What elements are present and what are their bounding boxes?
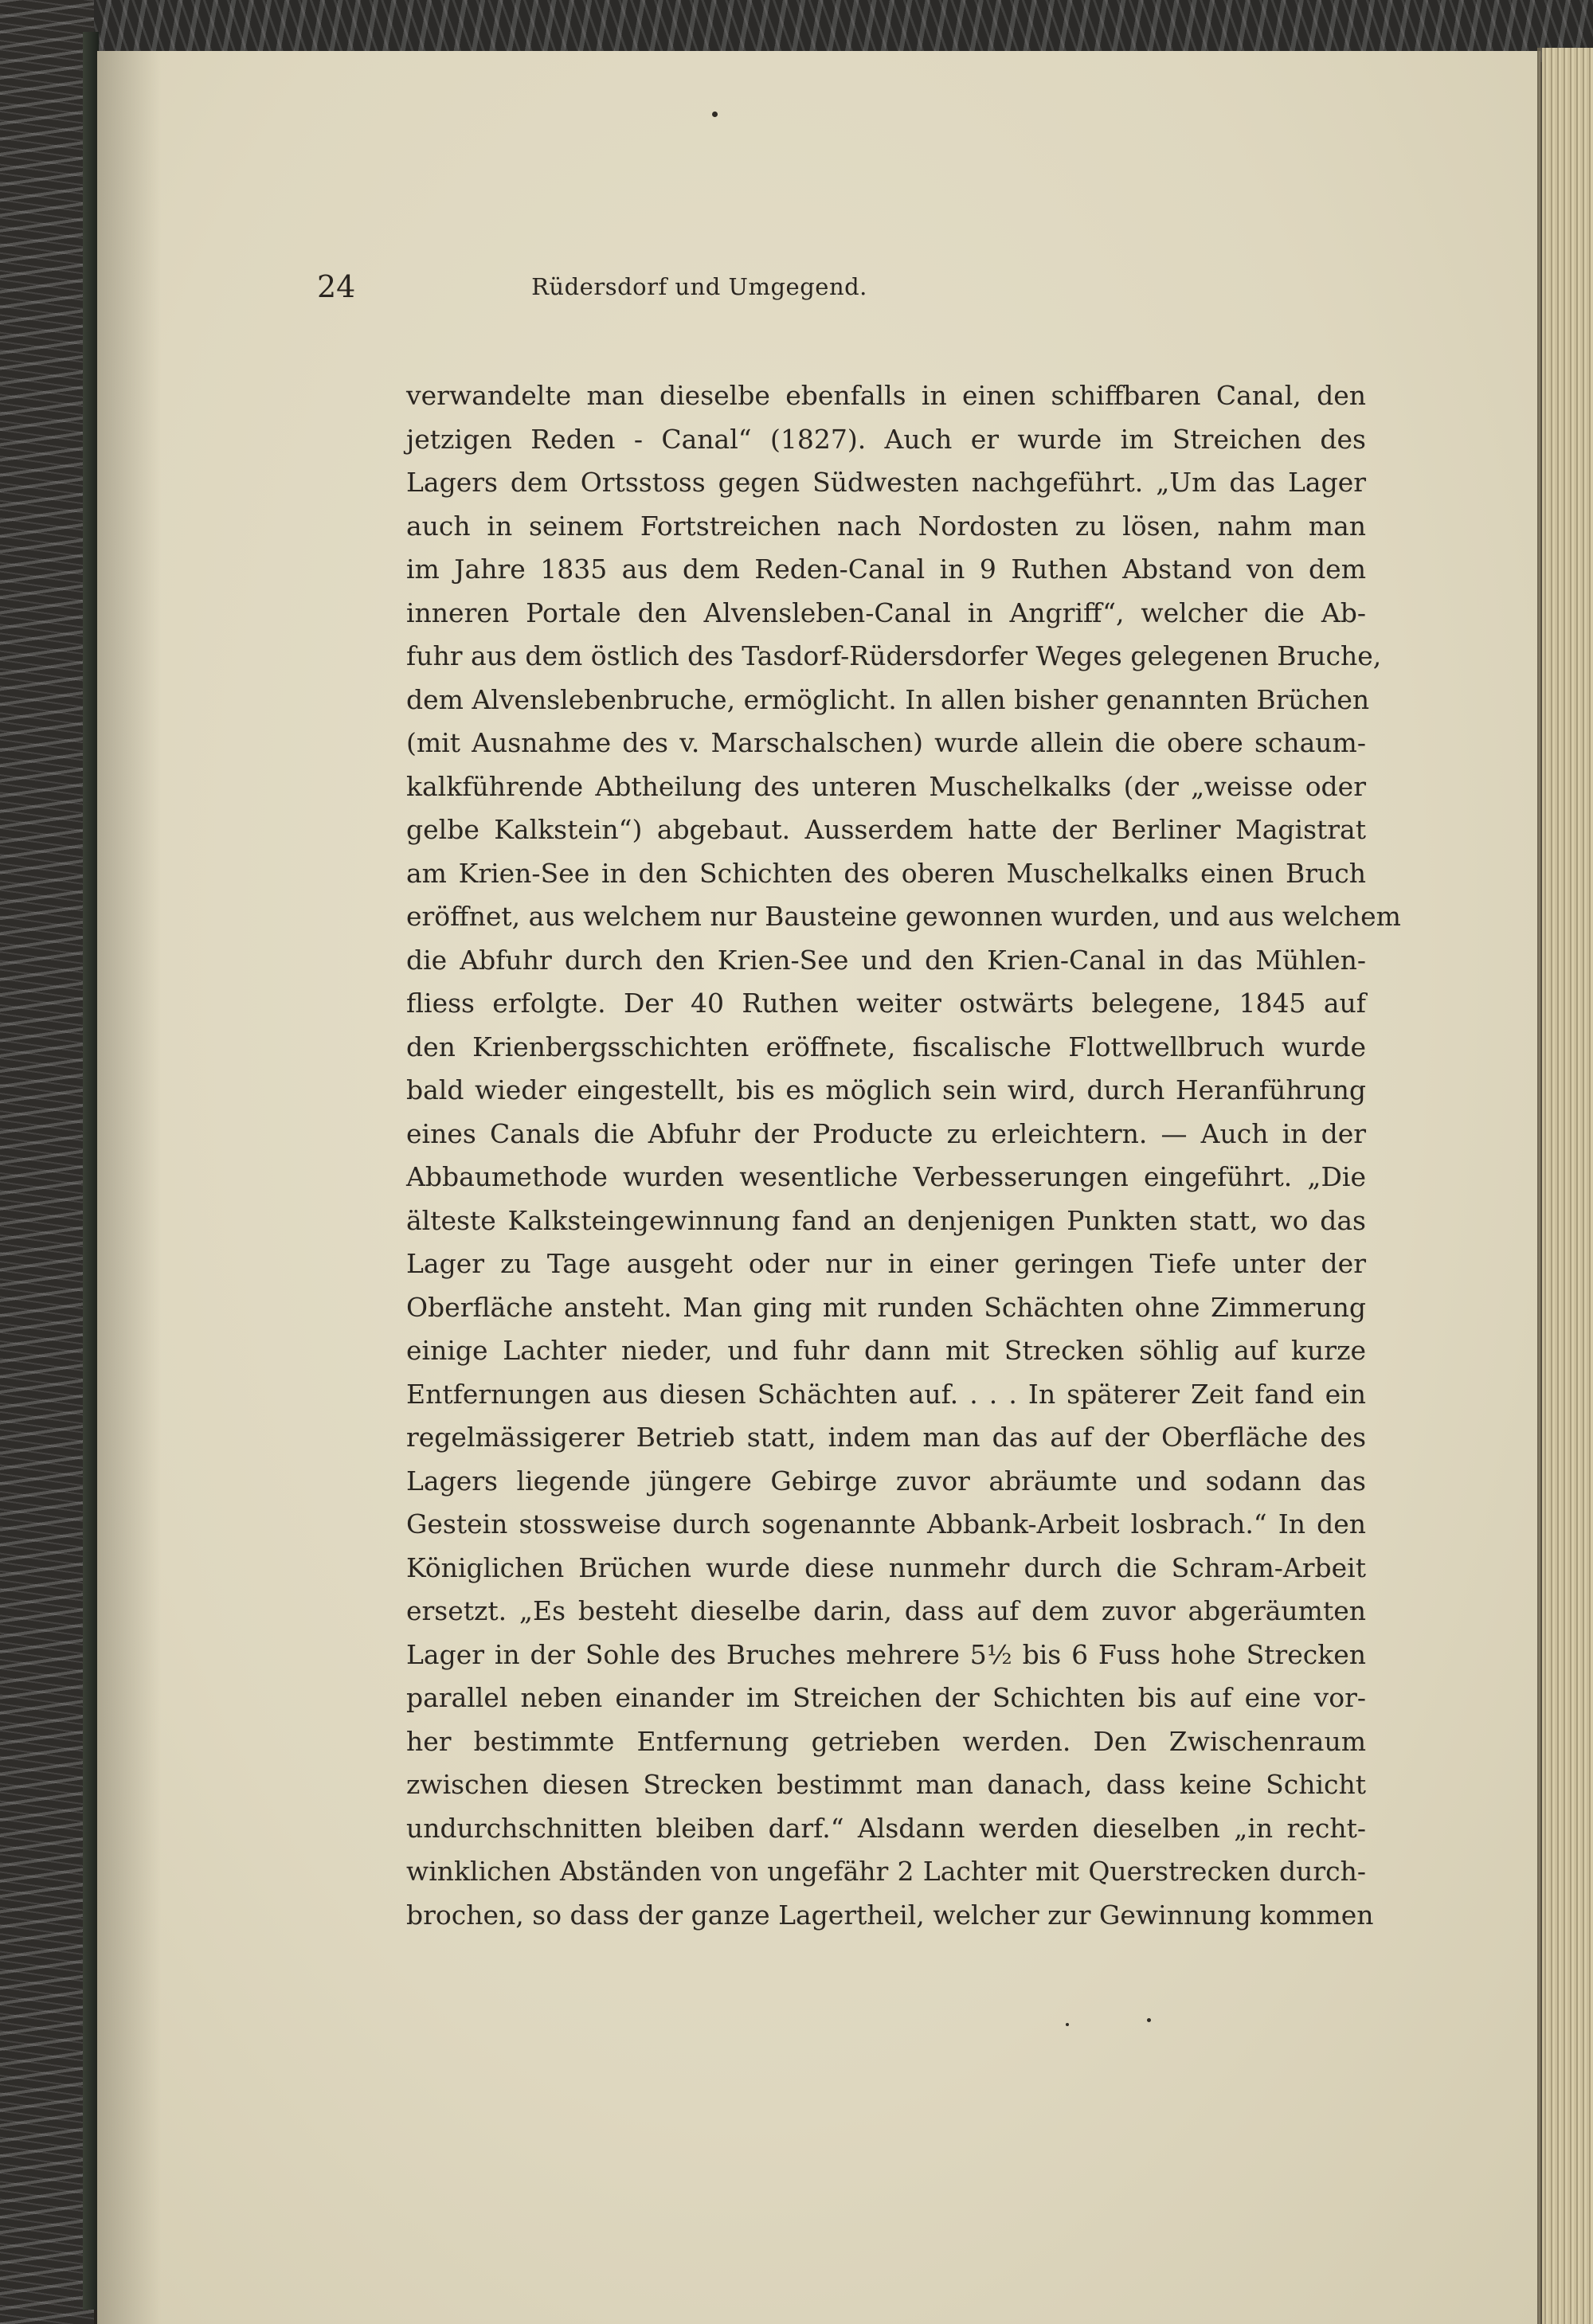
- text-line: Lagers dem Ortsstoss gegen Südwesten nachgeführt. „Um das Lager: [406, 467, 1366, 498]
- ink-speck: [1147, 2018, 1151, 2022]
- text-line: regelmässigerer Betrieb statt, indem man das auf der Oberfläche des: [406, 1422, 1366, 1453]
- running-head: Rüdersdorf und Umgegend.: [531, 273, 867, 300]
- book-spine-edge: [83, 32, 99, 2310]
- text-line: Königlichen Brüchen wurde diese nunmehr durch die Schram-Arbeit: [406, 1551, 1366, 1583]
- page-header: [317, 263, 1082, 311]
- text-line: dem Alvenslebenbruche, ermöglicht. In allen bisher genannten Brüchen: [406, 683, 1370, 715]
- text-line: gelbe Kalkstein“) abgebaut. Ausserdem hatte der Berliner Magistrat: [406, 814, 1366, 845]
- text-line: kalkführende Abtheilung des unteren Muschelkalks (der „weisse oder: [406, 770, 1366, 802]
- text-line: die Abfuhr durch den Krien-See und den Krien-Canal in das Mühlen-: [406, 944, 1366, 976]
- text-line: ersetzt. „Es besteht dieselbe darin, dass auf dem zuvor abgeräumten: [406, 1595, 1366, 1626]
- text-line: bald wieder eingestellt, bis es möglich sein wird, durch Heranführung: [406, 1074, 1366, 1105]
- text-line: im Jahre 1835 aus dem Reden-Canal in 9 Ruthen Abstand von dem: [406, 554, 1366, 585]
- text-line: einige Lachter nieder, und fuhr dann mit Strecken söhlig auf kurze: [406, 1335, 1366, 1366]
- text-line: zwischen diesen Strecken bestimmt man danach, dass keine Schicht: [406, 1769, 1366, 1800]
- text-line: fliess erfolgte. Der 40 Ruthen weiter ostwärts belegene, 1845 auf: [406, 988, 1366, 1019]
- text-line: Gestein stossweise durch sogenannte Abbank-Arbeit losbrach.“ In den: [406, 1508, 1366, 1540]
- text-line: Lager in der Sohle des Bruches mehrere 5½ bis 6 Fuss hohe Strecken: [406, 1638, 1366, 1670]
- text-line: am Krien-See in den Schichten des oberen Muschelkalks einen Bruch: [406, 857, 1366, 889]
- text-line: eines Canals die Abfuhr der Producte zu erleichtern. — Auch in der: [406, 1117, 1366, 1149]
- page-edges-stack: [1542, 48, 1593, 2324]
- text-line: brochen, so dass der ganze Lagertheil, welcher zur Gewinnung kommen: [406, 1899, 1374, 1931]
- text-line: fuhr aus dem östlich des Tasdorf-Rüdersdorfer Weges gelegenen Bruche,: [406, 640, 1382, 671]
- text-line: Oberfläche ansteht. Man ging mit runden Schächten ohne Zimmerung: [406, 1291, 1366, 1323]
- gutter-shadow: [97, 51, 161, 2324]
- text-line: undurchschnitten bleiben darf.“ Alsdann werden dieselben „in recht-: [406, 1812, 1366, 1844]
- text-line: verwandelte man dieselbe ebenfalls in einen schiffbaren Canal, den: [406, 380, 1366, 411]
- text-line: eröffnet, aus welchem nur Bausteine gewonnen wurden, und aus welchem: [406, 901, 1401, 932]
- ink-speck: [712, 112, 718, 117]
- text-line: her bestimmte Entfernung getrieben werden. Den Zwischenraum: [406, 1725, 1366, 1757]
- text-line: inneren Portale den Alvensleben-Canal in Angriff“, welcher die Ab-: [406, 597, 1366, 628]
- text-line: (mit Ausnahme des v. Marschalschen) wurde allein die obere schaum-: [406, 727, 1366, 758]
- text-line: den Krienbergsschichten eröffnete, fiscalische Flottwellbruch wurde: [406, 1031, 1366, 1062]
- text-line: Entfernungen aus diesen Schächten auf. . . . In späterer Zeit fand ein: [406, 1378, 1366, 1410]
- ink-speck: [1066, 2023, 1069, 2026]
- text-line: auch in seinem Fortstreichen nach Nordosten zu lösen, nahm man: [406, 510, 1366, 542]
- page-number: 24: [317, 269, 356, 304]
- text-line: Lager zu Tage ausgeht oder nur in einer geringen Tiefe unter der: [406, 1248, 1366, 1279]
- text-line: jetzigen Reden - Canal“ (1827). Auch er wurde im Streichen des: [406, 423, 1366, 455]
- text-line: älteste Kalksteingewinnung fand an denjenigen Punkten statt, wo das: [406, 1204, 1366, 1236]
- text-line: Abbaumethode wurden wesentliche Verbesserungen eingeführt. „Die: [406, 1161, 1366, 1192]
- text-line: Lagers liegende jüngere Gebirge zuvor abräumte und sodann das: [406, 1465, 1366, 1497]
- text-line: winklichen Abständen von ungefähr 2 Lachter mit Querstrecken durch-: [406, 1856, 1366, 1887]
- body-text: [406, 374, 1401, 1937]
- book-cover-left: [0, 0, 94, 2324]
- text-line: parallel neben einander im Streichen der Schichten bis auf eine vor-: [406, 1682, 1366, 1713]
